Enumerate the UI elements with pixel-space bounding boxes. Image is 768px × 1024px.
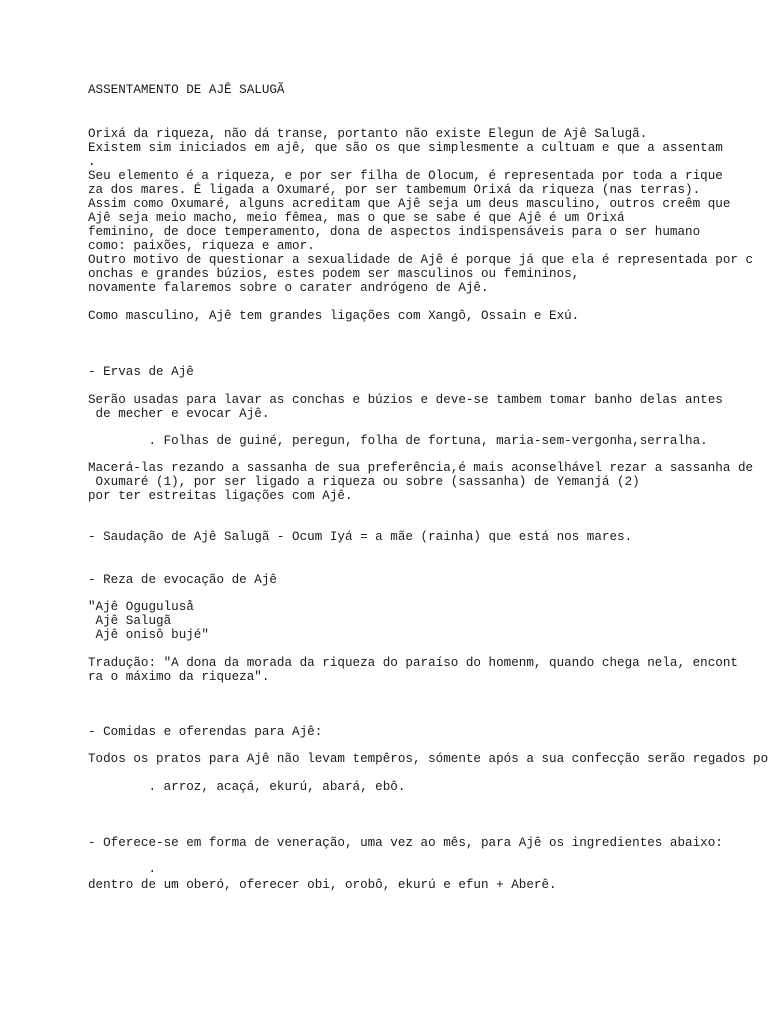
intro-line-6: Assim como Oxumaré, alguns acreditam que Ajê seja um deus masculino, outros creêm que — [88, 197, 731, 211]
macera-line-2: Oxumaré (1), por ser ligado a riqueza ou sobre (sassanha) de Yemanjá (2) — [88, 475, 640, 489]
comidas-list-item: . arroz, acaçá, ekurú, abará, ebô. — [88, 780, 406, 794]
oferece-heading: - Oferece-se em forma de veneração, uma vez ao mês, para Ajê os ingredientes abaixo: — [88, 836, 723, 850]
ervas-desc-line-1: Serão usadas para lavar as conchas e búzios e deve-se tambem tomar banho delas antes — [88, 393, 723, 407]
ervas-heading: - Ervas de Ajê — [88, 365, 194, 379]
oferece-bullet: . — [88, 862, 157, 876]
comidas-heading: - Comidas e oferendas para Ajê: — [88, 725, 323, 739]
document-title: ASSENTAMENTO DE AJÊ SALUGÃ — [88, 83, 285, 97]
intro-line-10: Outro motivo de questionar a sexualidade de Ajê é porque já que ela é representada por c — [88, 253, 754, 267]
ervas-list-item: . Folhas de guiné, peregun, folha de fortuna, maria-sem-vergonha,serralha. — [88, 434, 708, 448]
intro-line-2: Existem sim iniciados em ajê, que são os que simplesmente a cultuam e que a assentam — [88, 141, 723, 155]
translation-line-1: Tradução: "A dona da morada da riqueza do paraíso do homenm, quando chega nela, encont — [88, 656, 738, 670]
ervas-desc-line-2: de mecher e evocar Ajê. — [88, 407, 270, 421]
reza-verse-line-3: Ajê onisô bujé" — [88, 628, 209, 642]
macera-line-3: por ter estreitas ligações com Ajê. — [88, 489, 353, 503]
reza-verse-line-2: Ajê Salugã — [88, 614, 172, 628]
intro-line-12: novamente falaremos sobre o carater andrógeno de Ajê. — [88, 281, 489, 295]
intro-line-4: Seu elemento é a riqueza, e por ser filha de Olocum, é representada por toda a rique — [88, 169, 723, 183]
reza-verse-line-1: "Ajê Oguguluså — [88, 600, 194, 614]
macera-line-1: Macerá-las rezando a sassanha de sua preferência,é mais aconselhável rezar a sassanha de — [88, 461, 754, 475]
translation-line-2: ra o máximo da riqueza". — [88, 670, 270, 684]
saudacao-line: - Saudação de Ajê Salugã - Ocum Iyá = a mãe (rainha) que está nos mares. — [88, 530, 633, 544]
intro-line-9: como: paixões, riqueza e amor. — [88, 239, 315, 253]
reza-heading: - Reza de evocação de Ajê — [88, 573, 277, 587]
intro-line-8: feminino, de doce temperamento, dona de aspectos indispensáveis para o ser humano — [88, 225, 701, 239]
intro-line-7: Ajê seja meio macho, meio fêmea, mas o que se sabe é que Ajê é um Orixá — [88, 211, 625, 225]
intro-line-1: Orixá da riqueza, não dá transe, portanto não existe Elegun de Ajê Salugã. — [88, 127, 648, 141]
oferece-line: dentro de um oberó, oferecer obi, orobô, ekurú e efun + Aberê. — [88, 878, 557, 892]
intro-line-11: onchas e grandes búzios, estes podem ser masculinos ou femininos, — [88, 267, 580, 281]
intro-line-5: za dos mares. É ligada a Oxumaré, por ser tambemum Orixá da riqueza (nas terras). — [88, 183, 701, 197]
masculine-paragraph: Como masculino, Ajê tem grandes ligações com Xangô, Ossain e Exú. — [88, 309, 580, 323]
comidas-desc: Todos os pratos para Ajê não levam tempêros, sómente após a sua confecção serão regados po — [88, 752, 768, 766]
intro-line-3: . — [88, 155, 96, 169]
